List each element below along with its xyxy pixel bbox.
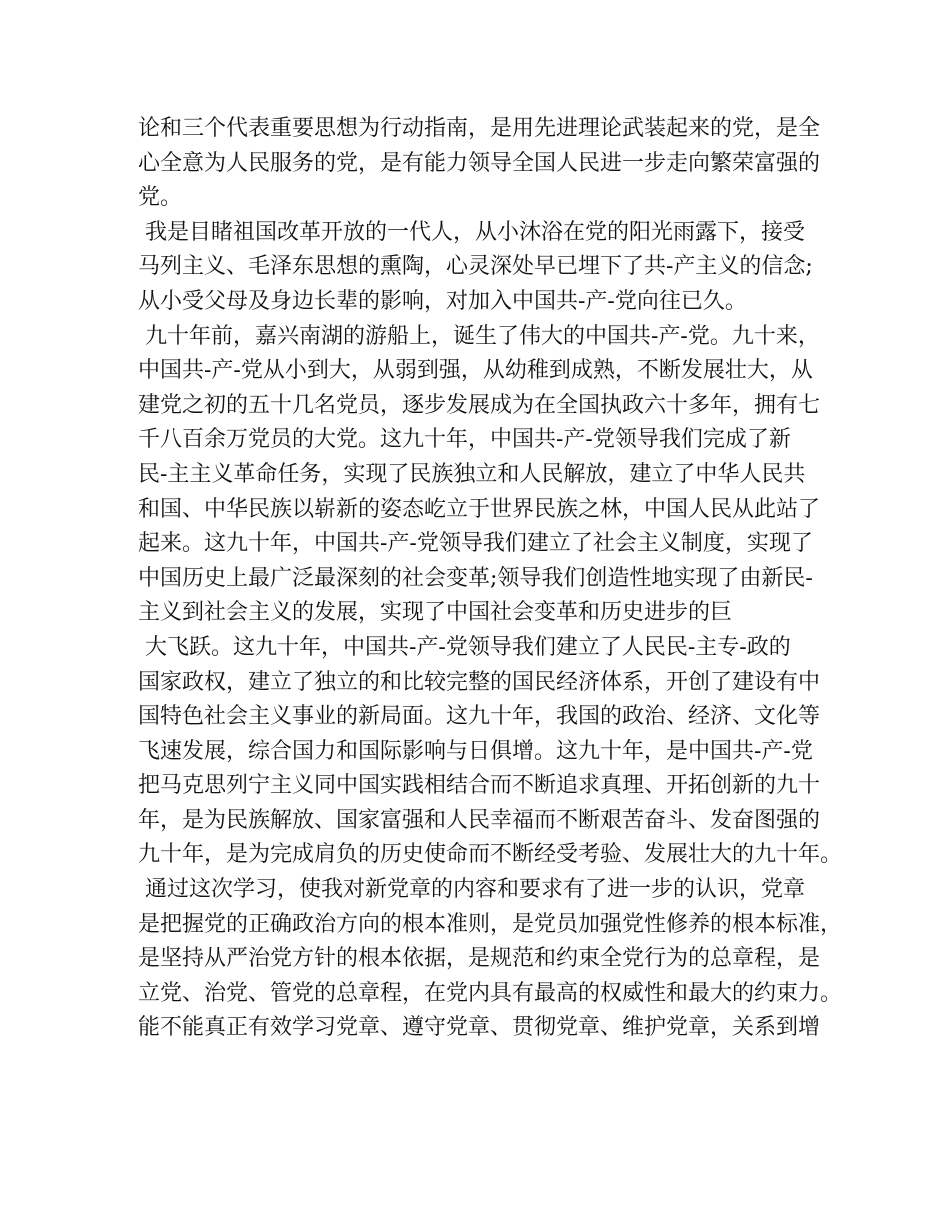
text-line-25: 是坚持从严治党方针的根本依据，是规范和约束全党行为的总章程，是: [138, 946, 821, 972]
text-line-16: 大飞跃。这九十年，中国共-产-党领导我们建立了人民民-主专-政的: [138, 634, 791, 660]
text-line-6: 从小受父母及身边长辈的影响，对加入中国共-产-党向往已久。: [138, 288, 747, 314]
text-line-19: 飞速发展，综合国力和国际影响与日俱增。这九十年，是中国共-产-党: [138, 738, 813, 764]
text-line-14: 中国历史上最广泛最深刻的社会变革;领导我们创造性地实现了由新民-: [138, 565, 813, 591]
text-line-10: 千八百余万党员的大党。这九十年，中国共-产-党领导我们完成了新: [138, 427, 791, 453]
text-line-4: 我是目睹祖国改革开放的一代人，从小沐浴在党的阳光雨露下，接受: [138, 219, 805, 245]
text-line-26: 立党、治党、管党的总章程，在党内具有最高的权威性和最大的约束力。: [138, 980, 843, 1006]
text-line-8: 中国共-产-党从小到大，从弱到强，从幼稚到成熟，不断发展壮大，从: [138, 358, 813, 384]
text-line-5: 马列主义、毛泽东思想的熏陶，心灵深处早已埋下了共-产主义的信念;: [138, 254, 813, 280]
text-line-7: 九十年前，嘉兴南湖的游船上，诞生了伟大的中国共-产-党。九十来，: [138, 323, 820, 349]
body-text: [138, 112, 843, 1046]
text-line-22: 九十年，是为完成肩负的历史使命而不断经受考验、发展壮大的九十年。: [138, 842, 843, 868]
text-line-2: 心全意为人民服务的党，是有能力领导全国人民进一步走向繁荣富强的: [138, 150, 821, 176]
text-line-15: 主义到社会主义的发展，实现了中国社会变革和历史进步的巨: [138, 600, 733, 626]
text-line-20: 把马克思列宁主义同中国实践相结合而不断追求真理、开拓创新的九十: [138, 773, 821, 799]
text-line-17: 国家政权，建立了独立的和比较完整的国民经济体系，开创了建设有中: [138, 669, 821, 695]
text-line-27: 能不能真正有效学习党章、遵守党章、贯彻党章、维护党章，关系到增: [138, 1015, 821, 1041]
text-line-3: 党。: [138, 185, 183, 211]
text-line-11: 民-主主义革命任务，实现了民族独立和人民解放，建立了中华人民共: [138, 461, 806, 487]
text-line-24: 是把握党的正确政治方向的根本准则，是党员加强党性修养的根本标准，: [138, 911, 843, 937]
text-line-9: 建党之初的五十几名党员，逐步发展成为在全国执政六十多年，拥有七: [138, 392, 821, 418]
text-line-18: 国特色社会主义事业的新局面。这九十年，我国的政治、经济、文化等: [138, 704, 821, 730]
text-line-1: 论和三个代表重要思想为行动指南，是用先进理论武装起来的党，是全: [138, 116, 821, 141]
text-line-23: 通过这次学习，使我对新党章的内容和要求有了进一步的认识，党章: [138, 877, 805, 903]
text-line-12: 和国、中华民族以崭新的姿态屹立于世界民族之林，中国人民从此站了: [138, 496, 821, 522]
text-line-21: 年，是为民族解放、国家富强和人民幸福而不断艰苦奋斗、发奋图强的: [138, 807, 821, 833]
text-line-13: 起来。这九十年，中国共-产-党领导我们建立了社会主义制度，实现了: [138, 531, 813, 557]
